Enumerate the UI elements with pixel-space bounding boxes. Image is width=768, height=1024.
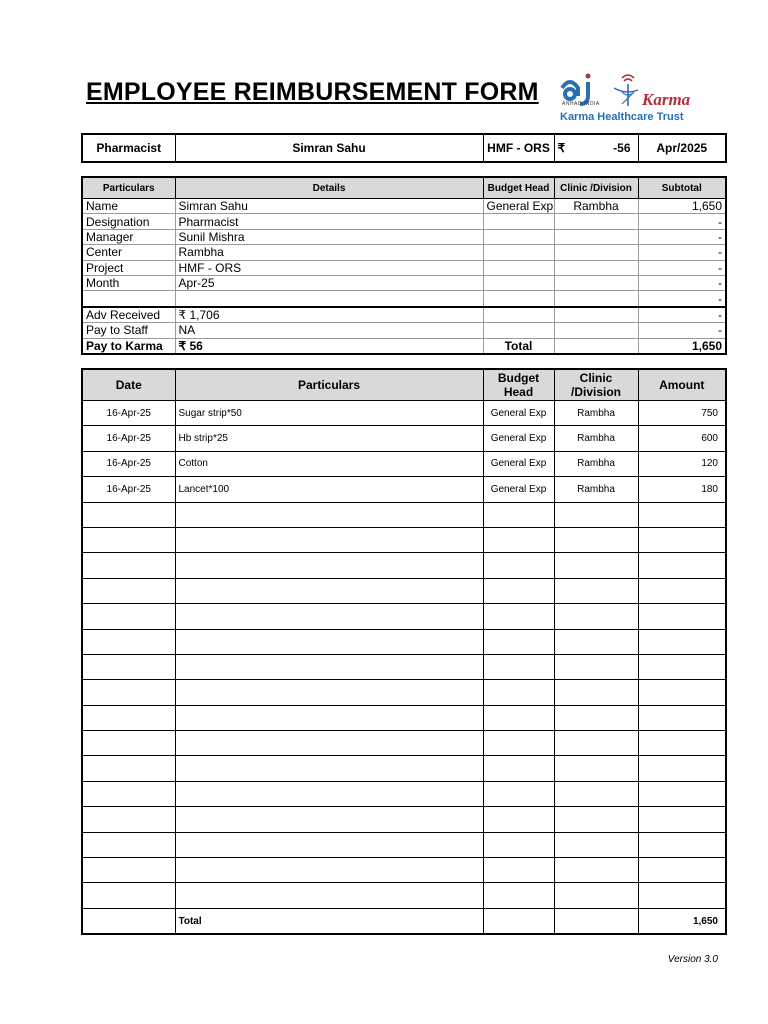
- empty-cell: [175, 781, 483, 806]
- empty-row: [82, 858, 726, 883]
- empty-cell: [554, 756, 638, 781]
- empty-cell: [175, 705, 483, 730]
- empty-cell: [82, 705, 175, 730]
- expense-budget-head: General Exp: [483, 477, 554, 502]
- header-period: Apr/2025: [638, 134, 726, 162]
- expense-clinic: Rambha: [554, 451, 638, 476]
- summary-row: [82, 229, 726, 244]
- empty-cell: [175, 731, 483, 756]
- summary-value: Pharmacist: [175, 214, 483, 229]
- empty-cell: [175, 527, 483, 552]
- empty-cell: [483, 604, 554, 629]
- summary-key: Designation: [82, 214, 175, 229]
- empty-cell: [483, 731, 554, 756]
- empty-cell: [175, 654, 483, 679]
- summary-row: [82, 214, 726, 229]
- summary-budget-head: [483, 245, 554, 260]
- empty-cell: [638, 807, 726, 832]
- summary-subtotal: -: [638, 275, 726, 290]
- header-role: Pharmacist: [82, 134, 175, 162]
- empty-cell: [175, 883, 483, 908]
- empty-cell: [638, 654, 726, 679]
- summary-row: [82, 245, 726, 260]
- empty-row: [82, 578, 726, 603]
- empty-cell: [483, 781, 554, 806]
- empty-cell: [175, 553, 483, 578]
- version-label: Version 3.0: [667, 954, 718, 965]
- col-amount: Amount: [638, 369, 726, 401]
- summary-row: [82, 291, 726, 307]
- summary-subtotal: -: [638, 307, 726, 323]
- empty-cell: [638, 731, 726, 756]
- empty-cell: [638, 756, 726, 781]
- empty-cell: [638, 680, 726, 705]
- empty-cell: [82, 756, 175, 781]
- expense-total-row: [82, 908, 726, 934]
- summary-clinic: [554, 245, 638, 260]
- expense-date: 16-Apr-25: [82, 401, 175, 426]
- expense-amount: 750: [638, 401, 726, 426]
- empty-cell: [483, 654, 554, 679]
- summary-value: ₹ 1,706: [175, 307, 483, 323]
- empty-row: [82, 832, 726, 857]
- empty-cell: [638, 832, 726, 857]
- summary-value: [175, 291, 483, 307]
- col-date: Date: [82, 369, 175, 401]
- empty-cell: [483, 858, 554, 883]
- summary-budget-head: [483, 323, 554, 338]
- expense-table: [81, 368, 727, 935]
- empty-cell: [175, 858, 483, 883]
- empty-cell: [175, 756, 483, 781]
- summary-clinic: [554, 214, 638, 229]
- empty-cell: [554, 578, 638, 603]
- empty-cell: [483, 578, 554, 603]
- summary-key: Manager: [82, 229, 175, 244]
- summary-subtotal: -: [638, 260, 726, 275]
- currency-symbol: ₹: [557, 141, 566, 155]
- summary-value: ₹ 56: [175, 338, 483, 354]
- summary-value: Apr-25: [175, 275, 483, 290]
- empty-cell: [554, 731, 638, 756]
- empty-row: [82, 527, 726, 552]
- total-amount: 1,650: [638, 908, 726, 934]
- empty-cell: [554, 654, 638, 679]
- col-budget-head: Budget Head: [483, 177, 554, 199]
- summary-table: [81, 176, 727, 355]
- empty-cell: [175, 578, 483, 603]
- col-subtotal: Subtotal: [638, 177, 726, 199]
- empty-cell: [554, 553, 638, 578]
- empty-row: [82, 604, 726, 629]
- empty-cell: [638, 858, 726, 883]
- summary-key: Pay to Karma: [82, 338, 175, 354]
- expense-amount: 600: [638, 426, 726, 451]
- expense-date: 16-Apr-25: [82, 477, 175, 502]
- expense-particulars: Lancet*100: [175, 477, 483, 502]
- empty-cell: [554, 883, 638, 908]
- karma-logo: [558, 70, 718, 126]
- expense-budget-head: General Exp: [483, 451, 554, 476]
- expense-clinic: Rambha: [554, 426, 638, 451]
- empty-cell: [554, 680, 638, 705]
- summary-clinic: [554, 275, 638, 290]
- expense-amount: 120: [638, 451, 726, 476]
- col-clinic-division: Clinic /Division: [554, 177, 638, 199]
- empty-cell: [175, 807, 483, 832]
- summary-subtotal: -: [638, 229, 726, 244]
- logo-org-name: Karma Healthcare Trust: [560, 111, 684, 123]
- empty-row: [82, 502, 726, 527]
- empty-cell: [554, 832, 638, 857]
- expense-particulars: Cotton: [175, 451, 483, 476]
- empty-cell: [638, 578, 726, 603]
- empty-cell: [82, 629, 175, 654]
- empty-cell: [554, 807, 638, 832]
- empty-cell: [82, 502, 175, 527]
- summary-budget-head: Total: [483, 338, 554, 354]
- empty-cell: [483, 553, 554, 578]
- empty-cell: [82, 604, 175, 629]
- header-table: [81, 133, 727, 163]
- expense-particulars: Sugar strip*50: [175, 401, 483, 426]
- summary-key: Name: [82, 199, 175, 214]
- header-project: HMF - ORS: [483, 134, 554, 162]
- summary-row: [82, 307, 726, 323]
- summary-key: Center: [82, 245, 175, 260]
- empty-row: [82, 807, 726, 832]
- expense-clinic: Rambha: [554, 401, 638, 426]
- logo-brand: Karma: [642, 90, 691, 109]
- expense-row: [82, 451, 726, 476]
- summary-budget-head: [483, 275, 554, 290]
- empty-cell: [175, 832, 483, 857]
- summary-value: HMF - ORS: [175, 260, 483, 275]
- empty-cell: [483, 705, 554, 730]
- empty-cell: [82, 527, 175, 552]
- summary-clinic: Rambha: [554, 199, 638, 214]
- empty-cell: [483, 527, 554, 552]
- expense-date: 16-Apr-25: [82, 451, 175, 476]
- empty-cell: [483, 807, 554, 832]
- empty-cell: [82, 654, 175, 679]
- empty-cell: [483, 883, 554, 908]
- summary-budget-head: [483, 214, 554, 229]
- empty-row: [82, 553, 726, 578]
- summary-subtotal: 1,650: [638, 199, 726, 214]
- summary-subtotal: -: [638, 214, 726, 229]
- logo-subtitle: ANHAD INDIA: [562, 101, 600, 107]
- empty-cell: [554, 858, 638, 883]
- empty-row: [82, 756, 726, 781]
- summary-value: Sunil Mishra: [175, 229, 483, 244]
- summary-subtotal: -: [638, 291, 726, 307]
- summary-budget-head: [483, 291, 554, 307]
- empty-cell: [483, 756, 554, 781]
- summary-value: Rambha: [175, 245, 483, 260]
- empty-cell: [175, 502, 483, 527]
- empty-cell: [483, 629, 554, 654]
- expense-budget-head: General Exp: [483, 401, 554, 426]
- empty-cell: [175, 604, 483, 629]
- empty-cell: [82, 731, 175, 756]
- total-spacer: [82, 908, 175, 934]
- total-spacer: [483, 908, 554, 934]
- summary-clinic: [554, 307, 638, 323]
- summary-budget-head: [483, 229, 554, 244]
- summary-clinic: [554, 323, 638, 338]
- empty-cell: [554, 705, 638, 730]
- empty-cell: [82, 832, 175, 857]
- summary-row: [82, 199, 726, 214]
- summary-subtotal: -: [638, 245, 726, 260]
- total-spacer: [554, 908, 638, 934]
- empty-cell: [82, 858, 175, 883]
- empty-cell: [554, 629, 638, 654]
- expense-row: [82, 477, 726, 502]
- empty-row: [82, 629, 726, 654]
- col-clinic-division: Clinic /Division: [554, 369, 638, 401]
- summary-key: Month: [82, 275, 175, 290]
- empty-cell: [483, 680, 554, 705]
- empty-cell: [175, 629, 483, 654]
- summary-budget-head: General Exp: [483, 199, 554, 214]
- col-particulars: Particulars: [175, 369, 483, 401]
- empty-cell: [483, 832, 554, 857]
- empty-cell: [554, 604, 638, 629]
- empty-cell: [82, 578, 175, 603]
- total-label: Total: [175, 908, 483, 934]
- summary-row: [82, 338, 726, 354]
- empty-cell: [638, 527, 726, 552]
- empty-cell: [82, 883, 175, 908]
- empty-cell: [638, 604, 726, 629]
- empty-row: [82, 731, 726, 756]
- summary-row: [82, 323, 726, 338]
- empty-cell: [554, 781, 638, 806]
- balance-value: -56: [613, 141, 631, 155]
- summary-key: Adv Received: [82, 307, 175, 323]
- empty-cell: [175, 680, 483, 705]
- empty-cell: [638, 553, 726, 578]
- empty-cell: [554, 527, 638, 552]
- empty-cell: [82, 807, 175, 832]
- summary-subtotal: 1,650: [638, 338, 726, 354]
- expense-particulars: Hb strip*25: [175, 426, 483, 451]
- summary-subtotal: -: [638, 323, 726, 338]
- empty-row: [82, 680, 726, 705]
- summary-key: Project: [82, 260, 175, 275]
- summary-clinic: [554, 291, 638, 307]
- empty-cell: [638, 883, 726, 908]
- header-balance: [554, 134, 638, 162]
- empty-row: [82, 883, 726, 908]
- summary-clinic: [554, 260, 638, 275]
- summary-row: [82, 275, 726, 290]
- empty-cell: [82, 553, 175, 578]
- expense-clinic: Rambha: [554, 477, 638, 502]
- empty-cell: [638, 781, 726, 806]
- expense-amount: 180: [638, 477, 726, 502]
- expense-date: 16-Apr-25: [82, 426, 175, 451]
- expense-row: [82, 401, 726, 426]
- empty-cell: [638, 502, 726, 527]
- col-budget-head: Budget Head: [483, 369, 554, 401]
- empty-cell: [82, 781, 175, 806]
- summary-clinic: [554, 229, 638, 244]
- empty-cell: [483, 502, 554, 527]
- summary-row: [82, 260, 726, 275]
- col-particulars: Particulars: [82, 177, 175, 199]
- summary-key: Pay to Staff: [82, 323, 175, 338]
- header-name: Simran Sahu: [175, 134, 483, 162]
- empty-row: [82, 705, 726, 730]
- summary-value: NA: [175, 323, 483, 338]
- empty-cell: [638, 705, 726, 730]
- summary-budget-head: [483, 307, 554, 323]
- empty-row: [82, 654, 726, 679]
- summary-budget-head: [483, 260, 554, 275]
- empty-cell: [82, 680, 175, 705]
- form-title: EMPLOYEE REIMBURSEMENT FORM: [86, 78, 539, 106]
- summary-value: Simran Sahu: [175, 199, 483, 214]
- empty-cell: [554, 502, 638, 527]
- expense-budget-head: General Exp: [483, 426, 554, 451]
- empty-row: [82, 781, 726, 806]
- summary-key: [82, 291, 175, 307]
- summary-clinic: [554, 338, 638, 354]
- expense-row: [82, 426, 726, 451]
- col-details: Details: [175, 177, 483, 199]
- empty-cell: [638, 629, 726, 654]
